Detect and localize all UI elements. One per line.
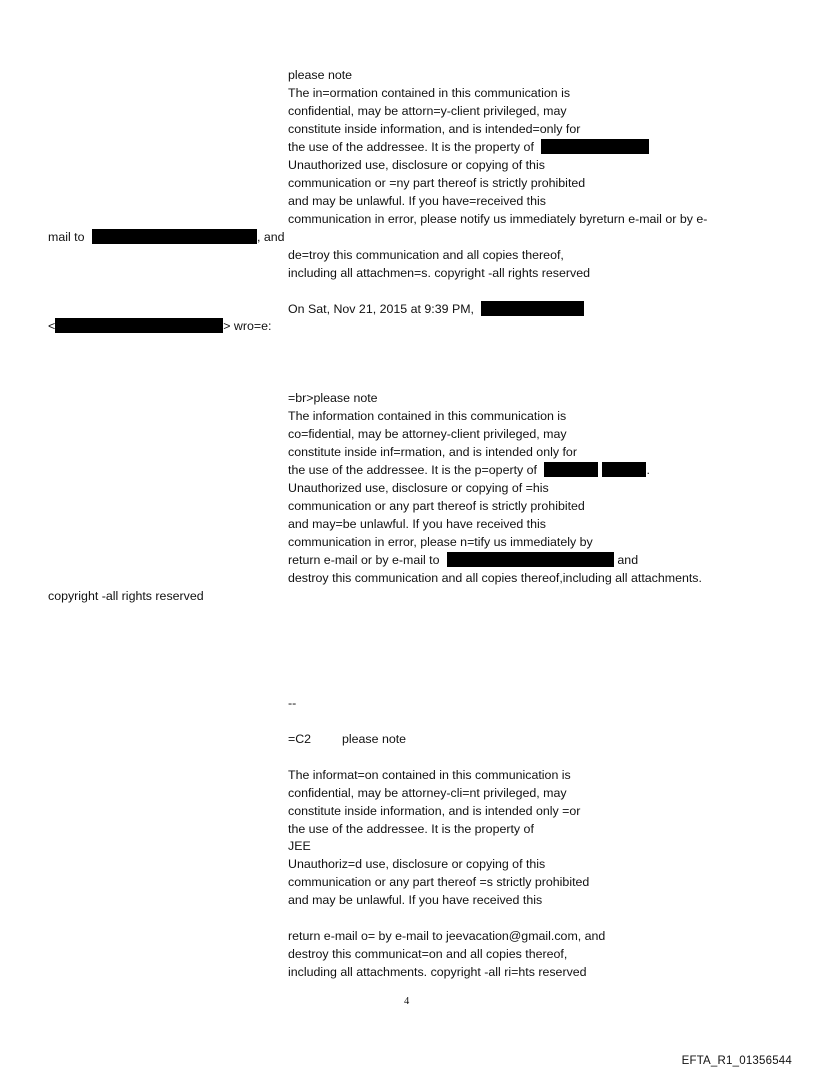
text-line: co=fidential, may be attorney-client privileged, may: [288, 427, 567, 441]
text-line: communication or any part thereof is strictly prohibited: [288, 499, 585, 513]
text-line: confidential, may be attorn=y-client privileged, may: [288, 104, 567, 118]
document-id-footer: EFTA_R1_01356544: [681, 1055, 792, 1067]
text-segment: return e-mail or by e-mail to: [288, 553, 440, 567]
text-segment: <: [48, 319, 56, 333]
text-line: communication or =ny part thereof is strictly prohibited: [288, 176, 586, 190]
text-line: including all attachments. copyright -all ri=hts reserved: [288, 965, 587, 979]
redaction-box: [447, 552, 614, 567]
text-line: =br>please note: [288, 391, 378, 405]
text-line: [288, 731, 406, 749]
text-line: communication in error, please notify us immediately byreturn e-mail or by e-: [288, 212, 708, 226]
text-segment: and: [617, 553, 639, 567]
text-line: and may be unlawful. If you have received this: [288, 893, 543, 907]
text-line: [288, 139, 649, 157]
text-segment: > wro=e:: [223, 319, 272, 333]
text-line: de=troy this communication and all copies thereof,: [288, 248, 564, 262]
text-line: Unauthorized use, disclosure or copying of this: [288, 158, 545, 172]
text-line: The in=ormation contained in this communication is: [288, 86, 571, 100]
text-line: The information contained in this communication is: [288, 409, 567, 423]
text-line: [288, 462, 650, 480]
redaction-box: [55, 318, 223, 333]
text-segment: .: [646, 463, 650, 477]
text-line: return e-mail o= by e-mail to jeevacation@gmail.com, and: [288, 929, 606, 943]
text-line: communication or any part thereof =s strictly prohibited: [288, 875, 590, 889]
text-line: please note: [288, 68, 353, 82]
text-line: [288, 552, 638, 570]
text-line: and may be unlawful. If you have=received this: [288, 194, 546, 208]
text-line: Unauthoriz=d use, disclosure or copying of this: [288, 857, 546, 871]
text-line: [48, 318, 271, 336]
text-line: constitute inside information, and is intended=only for: [288, 122, 581, 136]
text-segment: mail to: [48, 230, 85, 244]
redaction-box: [602, 462, 646, 477]
text-segment: the use of the addressee. It is the property of: [288, 140, 534, 154]
redaction-box: [92, 229, 257, 244]
text-line: communication in error, please n=tify us immediately by: [288, 535, 593, 549]
redaction-box: [541, 139, 649, 154]
text-line: --: [288, 696, 297, 710]
text-segment: please note: [341, 732, 407, 746]
text-segment: , and: [256, 230, 285, 244]
page-number: 4: [404, 996, 410, 1007]
text-line: [288, 301, 584, 319]
text-line: destroy this communicat=on and all copies thereof,: [288, 947, 568, 961]
text-line: [48, 229, 285, 247]
text-segment: On Sat, Nov 21, 2015 at 9:39 PM,: [288, 302, 474, 316]
text-line: JEE: [288, 839, 311, 853]
text-line: the use of the addressee. It is the property of: [288, 822, 534, 836]
text-segment: =C2: [288, 732, 312, 746]
text-line: and may=be unlawful. If you have received this: [288, 517, 546, 531]
redaction-box: [481, 301, 584, 316]
text-line: including all attachmen=s. copyright -all rights reserved: [288, 266, 590, 280]
text-line: confidential, may be attorney-cli=nt privileged, may: [288, 786, 567, 800]
text-segment: the use of the addressee. It is the p=operty of: [288, 463, 538, 477]
text-line: constitute inside inf=rmation, and is intended only for: [288, 445, 577, 459]
text-line: constitute inside information, and is intended only =or: [288, 804, 581, 818]
text-line: copyright -all rights reserved: [48, 589, 204, 603]
text-line: The informat=on contained in this communication is: [288, 768, 571, 782]
text-line: destroy this communication and all copies thereof,including all attachments.: [288, 571, 702, 585]
redaction-box: [544, 462, 598, 477]
text-line: Unauthorized use, disclosure or copying of =his: [288, 481, 549, 495]
